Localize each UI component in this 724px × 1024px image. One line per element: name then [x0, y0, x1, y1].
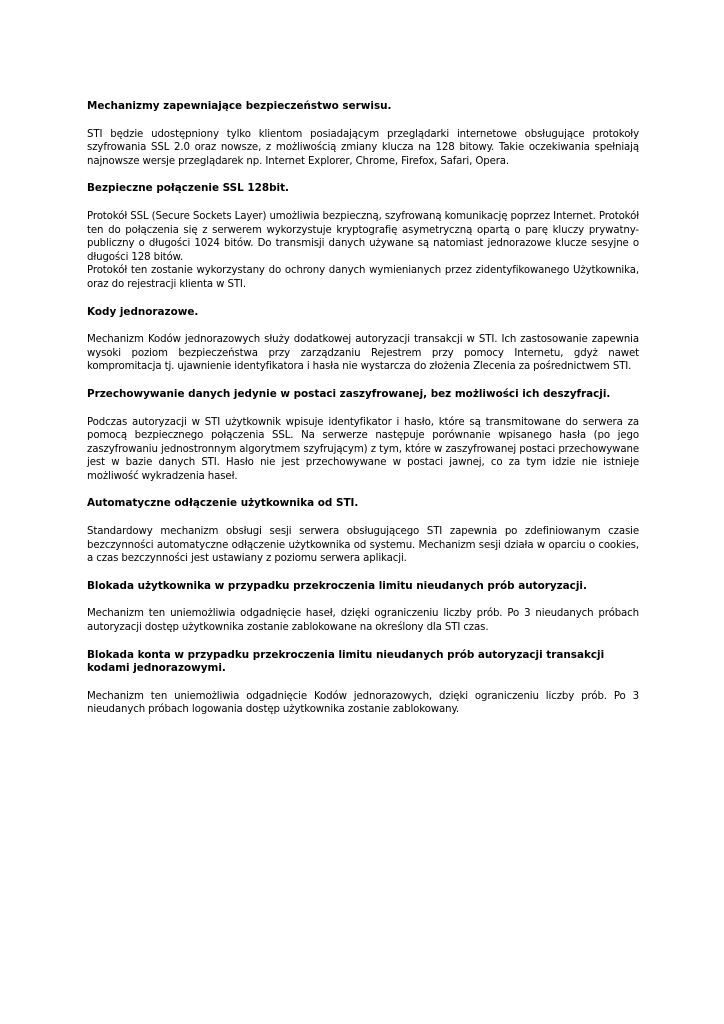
document-page — [87, 100, 639, 717]
section-heading: Blokada użytkownika w przypadku przekroczenia limitu nieudanych prób autoryzacji. — [87, 579, 587, 592]
section-one-time-codes — [87, 306, 639, 374]
section-encrypted-storage — [87, 388, 639, 484]
section-auto-logout — [87, 497, 639, 565]
section-ssl-connection — [87, 182, 639, 291]
section-heading: Przechowywanie danych jedynie w postaci zaszyfrowanej, bez możliwości ich deszyfracji. — [87, 387, 611, 400]
section-heading: Automatyczne odłączenie użytkownika od STI. — [87, 497, 359, 510]
section-user-lockout — [87, 580, 639, 635]
section-paragraph: Protokół ten zostanie wykorzystany do ochrony danych wymienianych przez zidentyfikowanego Użytkownika, oraz do rejestracji klienta w STI. — [87, 265, 639, 290]
section-paragraph: Mechanizm Kodów jednorazowych służy dodatkowej autoryzacji transakcji w STI. Ich zastosowanie zapewnia wysoki poziom bezpieczeństwa przy zarządzaniu Rejestrem przy pomocy Internetu, gdyż nawet kompromitacja tj. ujawnienie identyfikatora i hasła nie wystarcza do złożenia Zlecenia za pośrednictwem STI. — [87, 334, 639, 373]
section-account-lockout — [87, 649, 639, 717]
section-heading: Blokada konta w przypadku przekroczenia limitu nieudanych prób autoryzacji transakcji kodami jednorazowymi. — [87, 648, 605, 675]
section-paragraph: Standardowy mechanizm obsługi sesji serwera obsługującego STI zapewnia po zdefiniowanym czasie bezczynności automatyczne odłączenie użytkownika od systemu. Mechanizm sesji działa w oparciu o cookies, a czas bezczynności jest ustawiany z poziomu serwera aplikacji. — [87, 526, 639, 565]
section-paragraph: Podczas autoryzacji w STI użytkownik wpisuje identyfikator i hasło, które są transmitowane do serwera za pomocą bezpiecznego połączenia SSL. Na serwerze następuje porównanie wpisanego hasła (po jego zaszyfrowaniu jednostronnym algorytmem szyfrującym) z tym, które w zaszyfrowanej postaci przechowywane jest w bazie danych STI. Hasło nie jest przechowywane w postaci jawnej, co za tym idzie nie istnieje możliwość wykradzenia haseł. — [87, 416, 639, 482]
section-heading: Kody jednorazowe. — [87, 305, 199, 318]
section-paragraph: STI będzie udostępniony tylko klientom posiadającym przeglądarki internetowe obsługujące protokoły szyfrowania SSL 2.0 oraz nowsze, z możliwością zmiany klucza na 128 bitowy. Takie oczekiwania spełniają najnowsze wersje przeglądarek np. Internet Explorer, Chrome, Firefox, Safari, Opera. — [87, 128, 639, 167]
section-paragraph: Mechanizm ten uniemożliwia odgadnięcie haseł, dzięki ograniczeniu liczby prób. Po 3 nieudanych próbach autoryzacji dostęp użytkownika zostanie zablokowane na określony dla STI czas. — [87, 608, 639, 634]
section-paragraph: Protokół SSL (Secure Sockets Layer) umożliwia bezpieczną, szyfrowaną komunikację poprzez Internet. Protokół ten do połączenia się z serwerem wykorzystuje kryptografię asymetryczną opartą o parę kluczy prywatny-publiczny o długości 1024 bitów. Do transmisji danych używane są natomiast jednorazowe klucze sesyjne o długości 128 bitów. — [87, 210, 639, 263]
section-heading: Mechanizmy zapewniające bezpieczeństwo serwisu. — [87, 100, 392, 112]
section-security-mechanisms — [87, 100, 639, 168]
section-heading: Bezpieczne połączenie SSL 128bit. — [87, 182, 289, 195]
section-paragraph: Mechanizm ten uniemożliwia odgadnięcie Kodów jednorazowych, dzięki ograniczeniu liczby prób. Po 3 nieudanych próbach logowania dostęp użytkownika zostanie zablokowany. — [87, 690, 639, 716]
